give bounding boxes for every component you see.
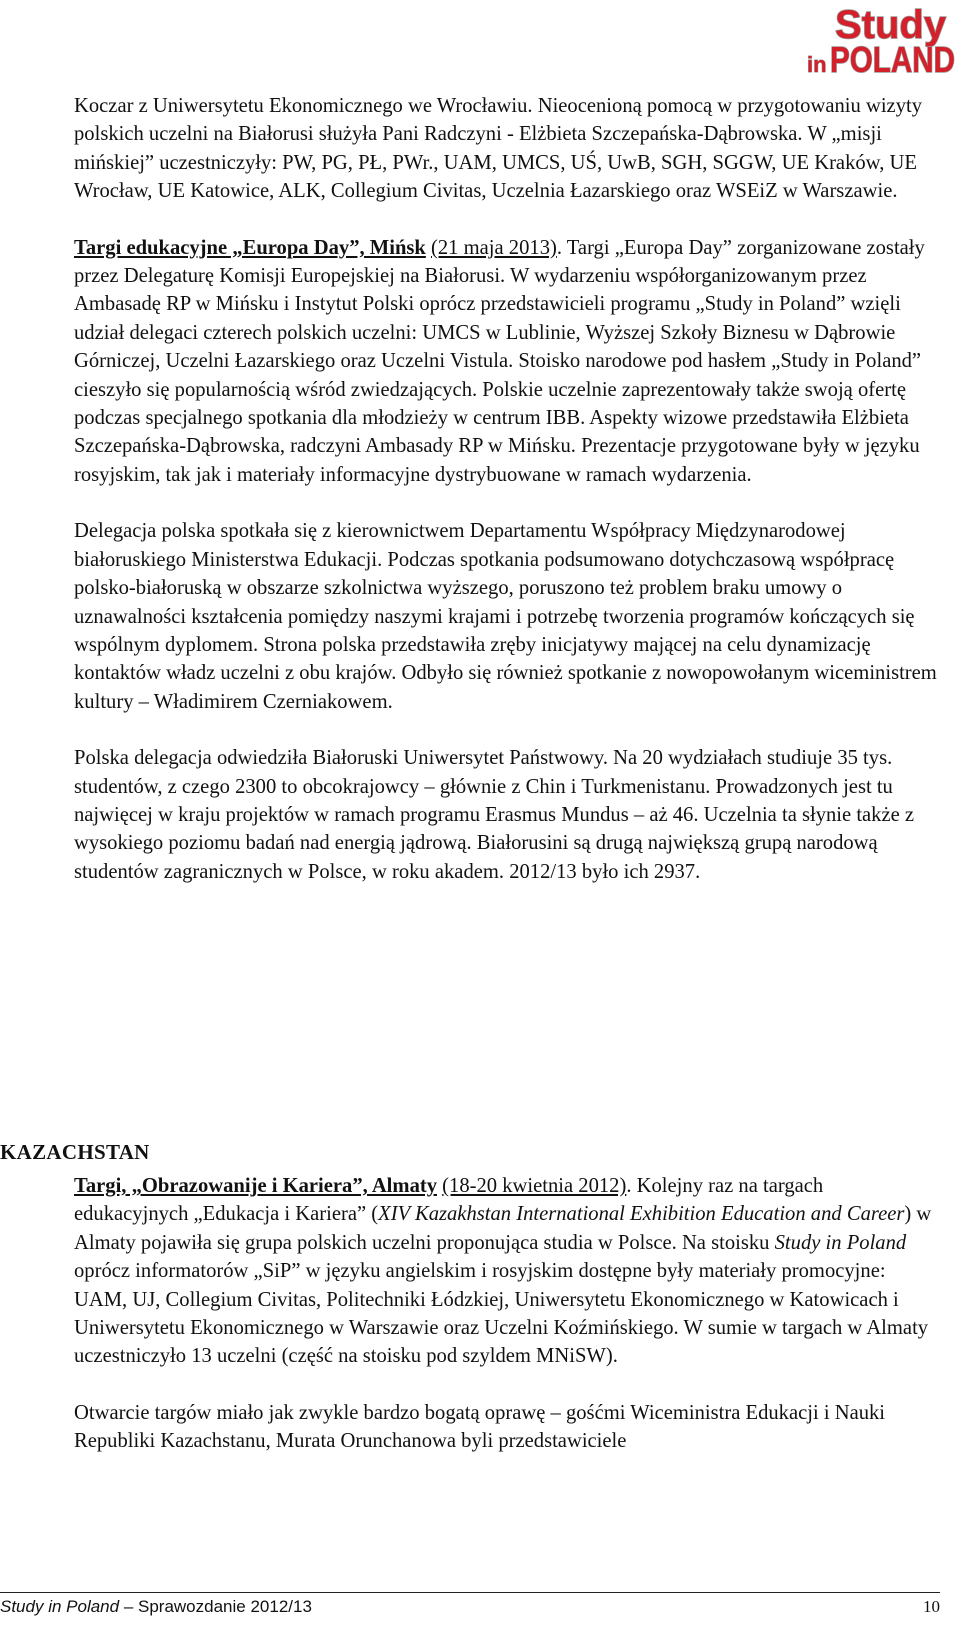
paragraph: Otwarcie targów miało jak zwykle bardzo bogatą oprawę – gośćmi Wiceministra Edukacji i Nauki Republiki Kazachstanu, Murata Orunchanowa byli przedstawiciele [74,1401,886,1453]
page-footer [0,1592,940,1617]
footer-title-italic: Study in Poland [0,1597,120,1616]
section-heading-kazachstan: KAZACHSTAN [0,1140,150,1164]
kazachstan-section [74,1172,940,1456]
paragraph: Koczar z Uniwersytetu Ekonomicznego we Wrocławiu. Nieocenioną pomocą w przygotowaniu wizyty polskich uczelni na Białorusi służyła Pani Radczyni - Elżbieta Szczepańska-Dąbrowska. W „misji mińskiej” uczestniczyły: PW, PG, PŁ, PWr., UAM, UMCS, UŚ, UwB, SGH, SGGW, UE Kraków, UE Wrocław, UE Katowice, ALK, Collegium Civitas, Uczelnia Łazarskiego oraz WSEiZ w Warszawie. [74,95,923,203]
study-in-poland-logo [735,0,960,82]
event-title: Targi, „Obrazowanije i Kariera”, Almaty [74,1175,438,1197]
paragraph-text: . Targi „Europa Day” zorganizowane zostały przez Delegaturę Komisji Europejskiej na Białorusi. W wydarzeniu współorganizowanym przez Ambasadę RP w Mińsku i Instytut Polski oprócz przedstawicieli programu „Study in Poland” wzięli udział delegaci czterech polskich uczelni: UMCS w Lublinie, Wyższej Szkoły Biznesu w Dąbrowie Górniczej, Uczelni Łazarskiego oraz Uczelni Vistula. Stoisko narodowe pod hasłem „Study in Poland” cieszyło się popularnością wśród zwiedzających. Polskie uczelnie zaprezentowały także swoją ofertę podczas specjalnego spotkania dla młodzieży w centrum IBB. Aspekty wizowe przedstawiła Elżbieta Szczepańska-Dąbrowska, radczyni Ambasady RP w Mińsku. Prezentacje przygotowane były w języku rosyjskim, tak jak i materiały informacyjne dystrybuowane w ramach wydarzenia. [74,236,925,486]
event-title: Targi edukacyjne „Europa Day”, Mińsk [74,236,426,259]
paragraph-text: ) w Almaty pojawiła się grupa polskich uczelni proponująca studia w Polsce. Na stoisku [74,1203,932,1254]
paragraph: Polska delegacja odwiedziła Białoruski Uniwersytet Państwowy. Na 20 wydziałach studiuje 35 tys. studentów, z czego 2300 to obcokrajowcy – głównie z Chin i Turkmenistanu. Prowadzonych jest tu najwięcej w kraju projektów w ramach programu Erasmus Mundus – aż 46. Uczelnia ta słynie także z wysokiego poziomu badań nad energią jądrową. Białorusini są drugą największą grupą narodową studentów zagranicznych w Polsce, w roku akadem. 2012/13 było ich 2937. [74,747,915,883]
paragraph-text: oprócz informatorów „SiP” w języku angielskim i rosyjskim dostępne były materiały promocyjne: UAM, UJ, Collegium Civitas, Politechniki Łódzkiej, Uniwersytetu Ekonomicznego w Katowicach i Uniwersytetu Ekonomicznego w Warszawie oraz Uczelni Koźmińskiego. W sumie w targach w Almaty uczestniczyło 13 uczelni (część na stoisku pod szyldem MNiSW). [74,1260,929,1368]
page-number: 10 [923,1597,940,1616]
event-date: (18-20 kwietnia 2012) [442,1175,627,1197]
paragraph: Delegacja polska spotkała się z kierownictwem Departamentu Współpracy Międzynarodowej białoruskiego Ministerstwa Edukacji. Podczas spotkania podsumowano dotychczasową współpracę polsko-białoruską w obszarze szkolnictwa wyższego, poruszono też problem braku umowy o uznawalności kształcenia pomiędzy naszymi krajami i potrzebę tworzenia programów kończących się wspólnym dyplomem. Strona polska przedstawiła zręby inicjatywy mającej na celu dynamizację kontaktów władz uczelni z obu krajów. Odbyło się również spotkanie z nowopowołanym wiceministrem kultury – Władimirem Czerniakowem. [74,520,937,713]
italic-text: Study in Poland [774,1231,907,1254]
logo-study: Study [835,3,947,47]
logo-in: in [807,52,827,77]
paragraph-almaty-fair [74,1172,940,1371]
paragraph-europa-day [74,234,940,490]
event-date: (21 maja 2013) [431,236,557,259]
footer-title-rest: – Sprawozdanie 2012/13 [119,1597,312,1616]
report-body [74,92,940,886]
paragraph-text: . Kolejny raz na targach edukacyjnych „Edukacja i Kariera” ( [74,1175,824,1226]
logo-poland: POLAND [830,39,955,80]
footer-title [0,1597,312,1616]
italic-text: XIV Kazakhstan International Exhibition Education and Career [378,1203,905,1226]
